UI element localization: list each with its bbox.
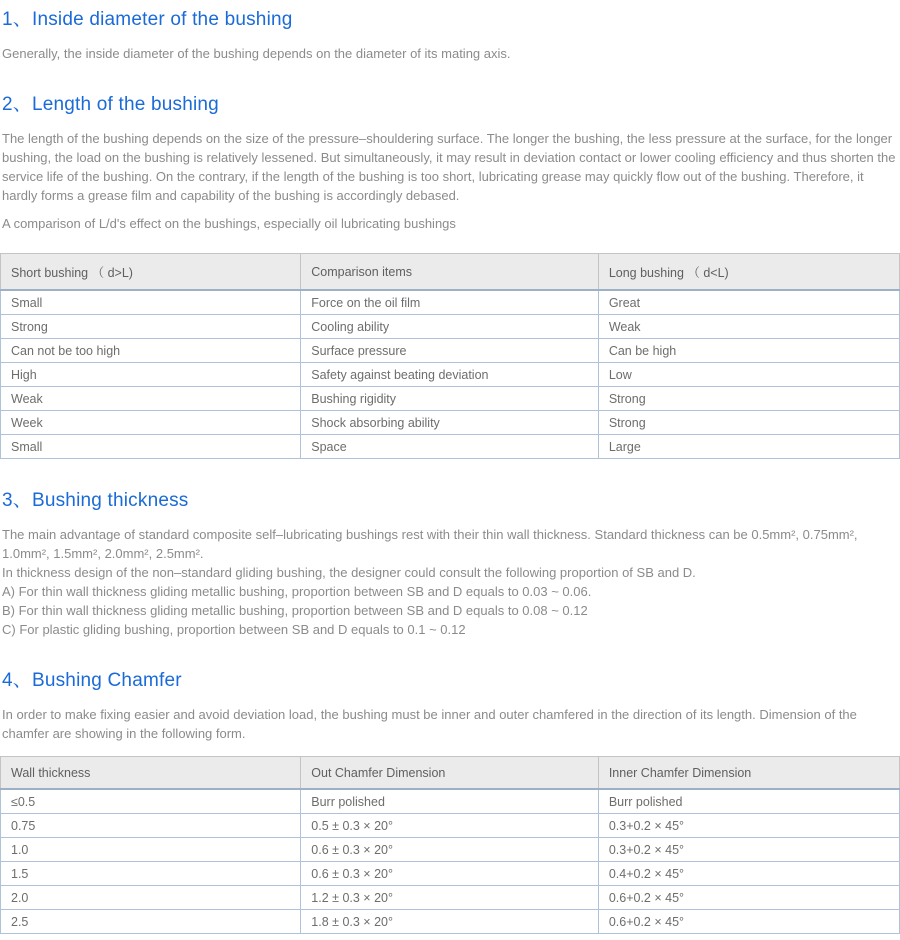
column-header-inner-chamfer: Inner Chamfer Dimension	[598, 757, 899, 790]
table-cell: Space	[301, 435, 599, 459]
table-cell: 0.6 ± 0.3 × 20°	[301, 838, 599, 862]
section-1-paragraph: Generally, the inside diameter of the bushing depends on the diameter of its mating axis.	[2, 46, 511, 61]
table-row	[1, 411, 900, 435]
table-cell: Can be high	[598, 339, 899, 363]
table-cell: Strong	[1, 315, 301, 339]
table-cell: 0.5 ± 0.3 × 20°	[301, 814, 599, 838]
table-header-row	[1, 254, 900, 291]
section-2-title: 2、Length of the bushing	[2, 94, 219, 115]
section-3-item-b: B) For thin wall thickness gliding metallic bushing, proportion between SB and D equals to 0.08 ~ 0.12	[2, 603, 588, 618]
table-cell: Burr polished	[598, 789, 899, 814]
table-header-row	[1, 757, 900, 790]
table-cell: 0.4+0.2 × 45°	[598, 862, 899, 886]
table-row	[1, 435, 900, 459]
comparison-table	[0, 253, 900, 459]
document-page	[0, 4, 900, 940]
section-1-title: 1、Inside diameter of the bushing	[2, 9, 293, 30]
table-cell: 1.2 ± 0.3 × 20°	[301, 886, 599, 910]
table-cell: Force on the oil film	[301, 290, 599, 315]
table-cell: ≤0.5	[1, 789, 301, 814]
table-cell: 0.6+0.2 × 45°	[598, 886, 899, 910]
table-row	[1, 363, 900, 387]
table-cell: 0.6 ± 0.3 × 20°	[301, 862, 599, 886]
section-2-table-caption: A comparison of L/d's effect on the bushings, especially oil lubricating bushings	[2, 216, 456, 231]
table-cell: Low	[598, 363, 899, 387]
table-cell: Surface pressure	[301, 339, 599, 363]
table-row	[1, 290, 900, 315]
table-cell: Can not be too high	[1, 339, 301, 363]
table-row	[1, 886, 900, 910]
section-3-item-c: C) For plastic gliding bushing, proportion between SB and D equals to 0.1 ~ 0.12	[2, 622, 466, 637]
table-row	[1, 862, 900, 886]
table-cell: 0.6+0.2 × 45°	[598, 910, 899, 934]
section-3-paragraph-2: In thickness design of the non–standard gliding bushing, the designer could consult the following proportion of SB and D.	[2, 565, 696, 580]
table-cell: 1.5	[1, 862, 301, 886]
table-cell: Small	[1, 290, 301, 315]
chamfer-table	[0, 756, 900, 934]
table-cell: 2.0	[1, 886, 301, 910]
table-row	[1, 339, 900, 363]
section-4-title: 4、Bushing Chamfer	[2, 670, 182, 691]
table-cell: Weak	[598, 315, 899, 339]
table-row	[1, 838, 900, 862]
table-row	[1, 814, 900, 838]
table-cell: Weak	[1, 387, 301, 411]
table-cell: Small	[1, 435, 301, 459]
section-3-paragraph: The main advantage of standard composite self–lubricating bushings rest with their thin wall thickness. Standard thickness can be 0.5mm², 0.75mm², 1.0mm², 1.5mm², 2.0mm², 2.5mm².	[2, 527, 858, 561]
table-row	[1, 387, 900, 411]
table-cell: 2.5	[1, 910, 301, 934]
section-3-item-a: A) For thin wall thickness gliding metallic bushing, proportion between SB and D equals to 0.03 ~ 0.06.	[2, 584, 592, 599]
table-cell: Strong	[598, 411, 899, 435]
table-cell: Large	[598, 435, 899, 459]
table-cell: 1.0	[1, 838, 301, 862]
table-cell: 0.3+0.2 × 45°	[598, 838, 899, 862]
column-header-wall-thickness: Wall thickness	[1, 757, 301, 790]
table-cell: 1.8 ± 0.3 × 20°	[301, 910, 599, 934]
table-cell: Great	[598, 290, 899, 315]
table-cell: 0.3+0.2 × 45°	[598, 814, 899, 838]
table-cell: Safety against beating deviation	[301, 363, 599, 387]
column-header-long-bushing: Long bushing （ d<L)	[598, 254, 899, 291]
table-cell: Week	[1, 411, 301, 435]
table-cell: Burr polished	[301, 789, 599, 814]
column-header-short-bushing: Short bushing （ d>L)	[1, 254, 301, 291]
section-4-paragraph: In order to make fixing easier and avoid deviation load, the bushing must be inner and outer chamfered in the direction of its length. Dimension of the chamfer are showing in the following form.	[2, 707, 857, 741]
table-cell: 0.75	[1, 814, 301, 838]
table-row	[1, 789, 900, 814]
table-cell: Cooling ability	[301, 315, 599, 339]
table-cell: Shock absorbing ability	[301, 411, 599, 435]
table-row	[1, 910, 900, 934]
section-2-paragraph: The length of the bushing depends on the size of the pressure–shouldering surface. The longer the bushing, the less pressure at the surface, for the longer bushing, the load on the bushing is relatively lessened. But simultaneously, it may result in deviation contact or lower cooling efficiency and thus shorten the service life of the bushing. On the contrary, if the length of the bushing is too short, lubricating grease may quickly flow out of the bushing. Therefore, it hardly forms a grease film and capability of the bushing is accordingly debased.	[2, 131, 896, 203]
column-header-out-chamfer: Out Chamfer Dimension	[301, 757, 599, 790]
table-cell: High	[1, 363, 301, 387]
table-cell: Bushing rigidity	[301, 387, 599, 411]
table-cell: Strong	[598, 387, 899, 411]
section-3-title: 3、Bushing thickness	[2, 490, 189, 511]
table-row	[1, 315, 900, 339]
column-header-comparison-items: Comparison items	[301, 254, 599, 291]
